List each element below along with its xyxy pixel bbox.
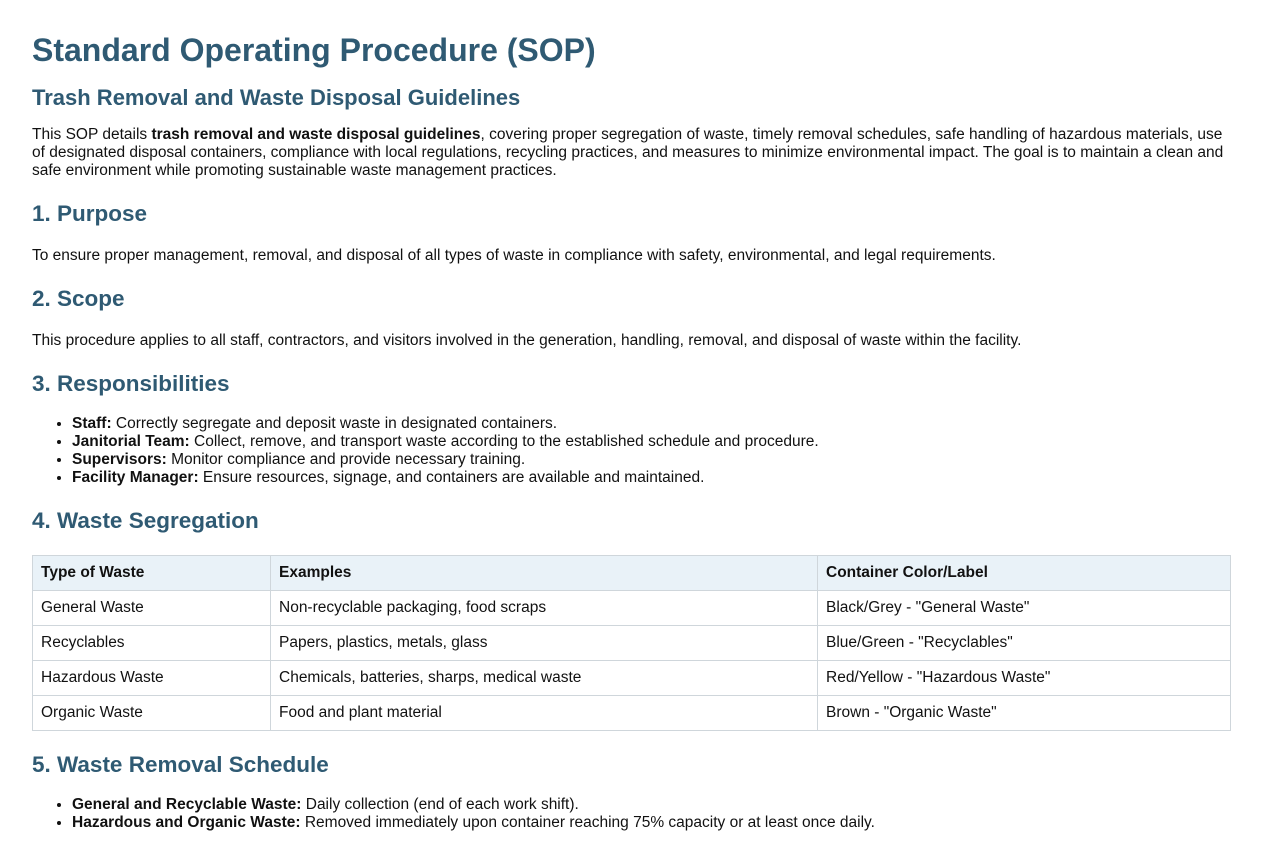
responsibilities-list: [32, 415, 1231, 487]
purpose-heading: 1. Purpose: [32, 201, 148, 226]
list-item-text: Collect, remove, and transport waste according to the established schedule and procedure.: [189, 433, 819, 450]
list-item-text: Removed immediately upon container reaching 75% capacity or at least once daily.: [300, 814, 875, 831]
list-item: [72, 469, 1231, 487]
table-cell: Chemicals, batteries, sharps, medical waste: [271, 661, 818, 696]
list-item-label: Facility Manager:: [72, 469, 199, 486]
table-cell: Red/Yellow - "Hazardous Waste": [818, 661, 1231, 696]
waste-segregation-table: [32, 555, 1231, 731]
list-item: [72, 814, 1231, 832]
intro-bold: trash removal and waste disposal guidelines: [151, 126, 481, 143]
list-item: [72, 433, 1231, 451]
table-row: [33, 591, 1231, 626]
column-header-examples: Examples: [271, 556, 818, 591]
list-item-label: General and Recyclable Waste:: [72, 796, 302, 813]
intro-suffix: , covering proper segregation of waste, timely removal schedules, safe handling of hazardous materials, use of designated disposal containers, compliance with local regulations, recycling practices, and measures to minimize environmental impact. The goal is to maintain a clean and safe environment while promoting sustainable waste management practices.: [32, 126, 1224, 179]
purpose-text: To ensure proper management, removal, and disposal of all types of waste in compliance with safety, environmental, and legal requirements.: [32, 247, 996, 264]
scope-heading: 2. Scope: [32, 286, 125, 311]
list-item-text: Daily collection (end of each work shift).: [301, 796, 579, 813]
page-subtitle: Trash Removal and Waste Disposal Guidelines: [32, 85, 521, 110]
column-header-type: Type of Waste: [33, 556, 271, 591]
table-cell: Food and plant material: [271, 696, 818, 731]
column-header-container: Container Color/Label: [818, 556, 1231, 591]
list-item-text: Monitor compliance and provide necessary training.: [166, 451, 526, 468]
table-cell: Black/Grey - "General Waste": [818, 591, 1231, 626]
list-item-label: Supervisors:: [72, 451, 167, 468]
table-cell: Organic Waste: [33, 696, 271, 731]
segregation-heading: 4. Waste Segregation: [32, 508, 259, 533]
list-item-label: Hazardous and Organic Waste:: [72, 814, 301, 831]
list-item: [72, 415, 1231, 433]
table-cell: Non-recyclable packaging, food scraps: [271, 591, 818, 626]
table-cell: Hazardous Waste: [33, 661, 271, 696]
table-cell: Papers, plastics, metals, glass: [271, 626, 818, 661]
responsibilities-heading: 3. Responsibilities: [32, 371, 230, 396]
intro-prefix: This SOP details: [32, 126, 152, 143]
list-item: [72, 796, 1231, 814]
list-item-text: Correctly segregate and deposit waste in designated containers.: [111, 415, 558, 432]
schedule-list: [32, 796, 1231, 832]
list-item-text: Ensure resources, signage, and containers are available and maintained.: [198, 469, 705, 486]
page-title: Standard Operating Procedure (SOP): [32, 32, 596, 68]
scope-text: This procedure applies to all staff, contractors, and visitors involved in the generation, handling, removal, and disposal of waste within the facility.: [32, 332, 1022, 349]
list-item-label: Staff:: [72, 415, 112, 432]
table-header-row: [33, 556, 1231, 591]
schedule-heading: 5. Waste Removal Schedule: [32, 752, 329, 777]
table-row: [33, 626, 1231, 661]
table-row: [33, 696, 1231, 731]
table-row: [33, 661, 1231, 696]
list-item: [72, 451, 1231, 469]
table-cell: Brown - "Organic Waste": [818, 696, 1231, 731]
table-cell: Recyclables: [33, 626, 271, 661]
table-cell: Blue/Green - "Recyclables": [818, 626, 1231, 661]
list-item-label: Janitorial Team:: [72, 433, 190, 450]
intro-paragraph: [32, 126, 1231, 180]
table-cell: General Waste: [33, 591, 271, 626]
